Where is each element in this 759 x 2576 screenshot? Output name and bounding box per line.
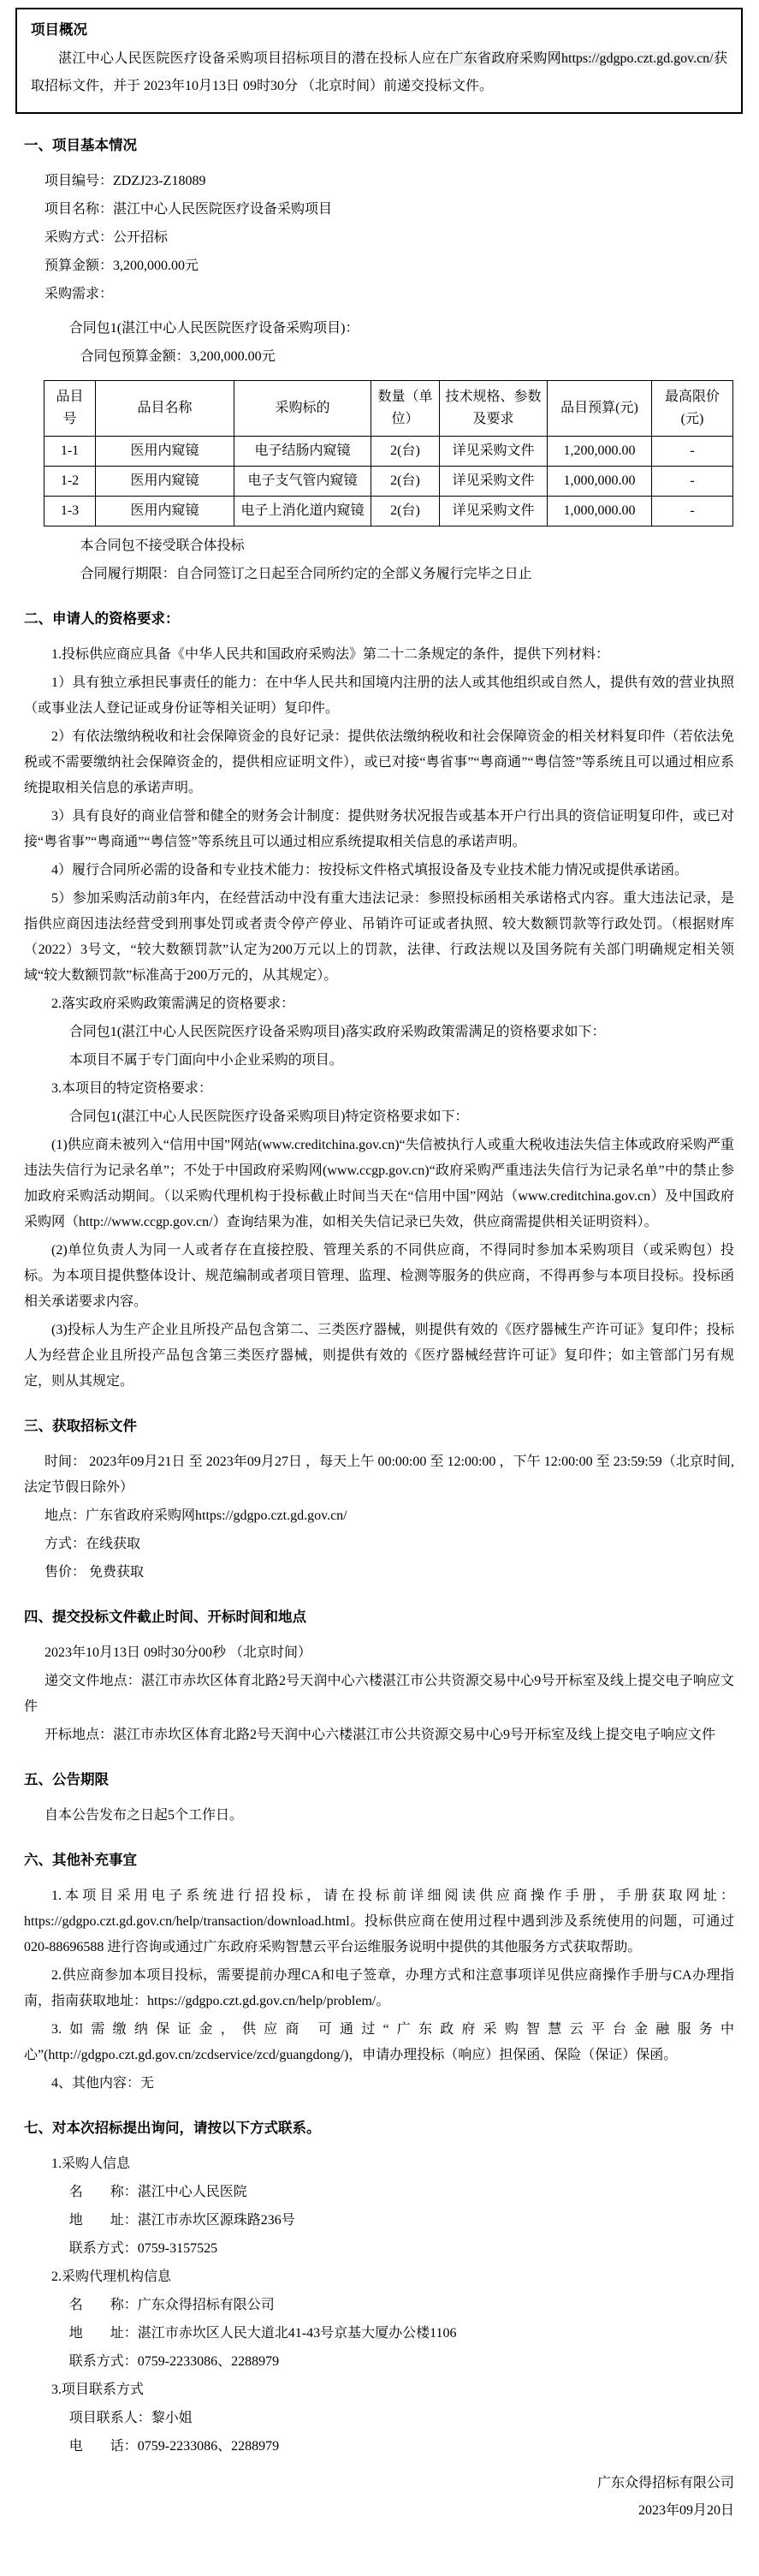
paragraph: 2）有依法缴纳税收和社会保障资金的良好记录：提供依法缴纳税收和社会保障资金的相关材料复印件（若依法免税或不需要缴纳社会保障资金的，提供相应证明文件），或已对接“粤省事”“粤商通”“粤信签”等系统且可以通过相应系统提取相关信息的承诺声明。 <box>24 729 734 795</box>
section-6-heading: 六、其他补充事宜 <box>24 1852 137 1868</box>
overview-title: 项目概况 <box>31 21 87 38</box>
items-table <box>44 380 733 527</box>
contract-package-budget: 合同包预算金额：3,200,000.00元 <box>80 349 276 364</box>
paragraph: 合同包1(湛江中心人民医院医疗设备采购项目)落实政府采购政策需满足的资格要求如下： <box>68 1025 606 1039</box>
tender-doc-method: 方式：在线获取 <box>44 1537 141 1551</box>
table-header-row <box>44 381 733 437</box>
field-value: 公开招标 <box>113 230 169 245</box>
paragraph: 3.如需缴纳保证金，供应商 可通过“广东政府采购智慧云平台金融服务中心”(http://gdgpo.czt.gd.gov.cn/zcdservice/zcd/guangdong/)，申请办理投标（响应）担保函、保险（保证）保函。 <box>24 2022 734 2062</box>
purchaser-info-title: 1.采购人信息 <box>51 2157 131 2171</box>
announcement-period: 自本公告发布之日起5个工作日。 <box>44 1808 244 1823</box>
paragraph: 本项目不属于专门面向中小企业采购的项目。 <box>68 1053 343 1068</box>
table-cell: 1-3 <box>44 497 96 527</box>
section-4-heading: 四、提交投标文件截止时间、开标时间和地点 <box>24 1609 306 1625</box>
section-5-heading: 五、公告期限 <box>24 1771 109 1788</box>
paragraph: 3）具有良好的商业信誉和健全的财务会计制度：提供财务状况报告或基本开户行出具的资信证明复印件，或已对接“粤省事”“粤商通”“粤信签”等系统且可以通过相应系统提取相关信息的承诺声明。 <box>24 809 734 849</box>
paragraph: 4、其他内容：无 <box>51 2076 155 2091</box>
project-contact-title: 3.项目联系方式 <box>51 2383 145 2397</box>
table-header-cell: 品目号 <box>44 381 96 437</box>
paragraph: 3.本项目的特定资格要求： <box>51 1081 213 1096</box>
field-label: 采购方式： <box>44 230 114 245</box>
table-cell: 2(台) <box>371 437 440 467</box>
table-cell-budget: 1,200,000.00 <box>548 437 652 467</box>
paragraph: 合同包1(湛江中心人民医院医疗设备采购项目)特定资格要求如下： <box>68 1110 469 1124</box>
table-cell: 电子结肠内窥镜 <box>234 437 371 467</box>
field-label: 项目编号： <box>44 174 114 188</box>
field-procurement-demand <box>24 282 734 307</box>
field-procurement-method <box>24 225 734 251</box>
section-7-heading: 七、对本次招标提出询问，请按以下方式联系。 <box>24 2120 321 2136</box>
table-header-cell: 技术规格、参数及要求 <box>440 381 548 437</box>
table-cell: 电子上消化道内窥镜 <box>234 497 371 527</box>
table-cell-price-limit: - <box>652 497 733 527</box>
table-cell: 详见采购文件 <box>440 437 548 467</box>
project-contact-phone: 电 话：0759-2233086、2288979 <box>68 2439 280 2454</box>
table-header-cell: 品目预算(元) <box>548 381 652 437</box>
field-project-number <box>24 169 734 194</box>
paragraph: 2.落实政府采购政策需满足的资格要求： <box>51 996 295 1011</box>
procurement-site-link: 广东省政府采购网https://gdgpo.czt.gd.gov.cn/ <box>449 51 714 66</box>
signature-date: 2023年09月20日 <box>637 2503 734 2518</box>
purchaser-name: 名 称：湛江中心人民医院 <box>68 2185 247 2199</box>
paragraph: (2)单位负责人为同一人或者存在直接控股、管理关系的不同供应商，不得同时参加本采购项目（或采购包）投标。为本项目提供整体设计、规范编制或者项目管理、监理、检测等服务的供应商，不得再参与本项目投标。投标函相关承诺要求内容。 <box>24 1243 734 1309</box>
overview-text-before: 湛江中心人民医院医疗设备采购项目招标项目的潜在投标人应在 <box>58 51 450 66</box>
table-header-cell: 数量（单位） <box>371 381 440 437</box>
agency-name: 名 称：广东众得招标有限公司 <box>68 2298 275 2312</box>
field-project-name <box>24 197 734 223</box>
table-cell: 1-1 <box>44 437 96 467</box>
paragraph: 4）履行合同所必需的设备和专业技术能力：按投标文件格式填报设备及专业技术能力情况或提供承诺函。 <box>51 863 689 878</box>
paragraph: 1）具有独立承担民事责任的能力：在中华人民共和国境内注册的法人或其他组织或自然人，提供有效的营业执照（或事业法人登记证或身份证等相关证明）复印件。 <box>24 675 734 716</box>
table-row <box>44 497 733 527</box>
table-cell: 电子支气管内窥镜 <box>234 467 371 497</box>
table-header-cell: 最高限价(元) <box>652 381 733 437</box>
section-2-heading: 二、申请人的资格要求： <box>24 610 180 627</box>
tender-doc-price: 售价： 免费获取 <box>44 1565 145 1580</box>
tender-doc-time: 时间： 2023年09月21日 至 2023年09月27日 ，每天上午 00:00:00 至 12:00:00 ，下午 12:00:00 至 23:59:59（北京时间,法定节假日除外） <box>24 1455 734 1495</box>
overview-text-after: 获取招标文件，并于 2023年10月13日 09时30分 （北京时间）前递交投标文件。 <box>31 51 727 93</box>
table-cell-price-limit: - <box>652 467 733 497</box>
overview-box <box>15 8 743 114</box>
table-cell: 详见采购文件 <box>440 467 548 497</box>
overview-paragraph <box>31 45 727 100</box>
field-value: 湛江中心人民医院医疗设备采购项目 <box>113 202 333 217</box>
field-budget-amount <box>24 253 734 279</box>
paragraph: (3)投标人为生产企业且所投产品包含第二、三类医疗器械，则提供有效的《医疗器械生产许可证》复印件；投标人为经营企业且所投产品包含第三类医疗器械，则提供有效的《医疗器械经营许可证》复印件；如主管部门另有规定，则从其规定。 <box>24 1323 734 1389</box>
table-cell: 2(台) <box>371 497 440 527</box>
note-no-consortium: 本合同包不接受联合体投标 <box>80 538 245 553</box>
signature-company: 广东众得招标有限公司 <box>596 2476 734 2490</box>
field-label: 项目名称： <box>44 202 114 217</box>
deadline-datetime: 2023年10月13日 09时30分00秒 （北京时间） <box>44 1645 312 1660</box>
table-cell-budget: 1,000,000.00 <box>548 467 652 497</box>
purchaser-contact: 联系方式：0759-3157525 <box>68 2241 218 2256</box>
paragraph: 1.投标供应商应具备《中华人民共和国政府采购法》第二十二条规定的条件，提供下列材料： <box>51 647 610 662</box>
purchaser-address: 地 址：湛江市赤坎区源珠路236号 <box>68 2213 295 2228</box>
table-cell-budget: 1,000,000.00 <box>548 497 652 527</box>
submission-place: 递交文件地点：湛江市赤坎区体育北路2号天润中心六楼湛江市公共资源交易中心9号开标室及线上提交电子响应文件 <box>24 1674 734 1714</box>
field-label: 预算金额： <box>44 259 114 273</box>
bid-opening-place: 开标地点：湛江市赤坎区体育北路2号天润中心六楼湛江市公共资源交易中心9号开标室及线上提交电子响应文件 <box>44 1728 716 1742</box>
table-cell: 医用内窥镜 <box>96 467 234 497</box>
paragraph: 1.本项目采用电子系统进行招投标，请在投标前详细阅读供应商操作手册，手册获取网址：https://gdgpo.czt.gd.gov.cn/help/transaction/download.html。投标供应商在使用过程中遇到涉及系统使用的问题，可通过020-88696588 进行咨询或通过广东政府采购智慧云平台运维服务说明中提供的其他服务方式获取帮助。 <box>24 1889 734 1954</box>
agency-info-title: 2.采购代理机构信息 <box>51 2270 172 2284</box>
field-value: ZDZJ23-Z18089 <box>113 174 206 188</box>
agency-contact: 联系方式：0759-2233086、2288979 <box>68 2354 280 2369</box>
project-contact-person: 项目联系人：黎小姐 <box>68 2411 193 2425</box>
table-cell: 详见采购文件 <box>440 497 548 527</box>
note-contract-period: 合同履行期限：自合同签订之日起至合同所约定的全部义务履行完毕之日止 <box>80 567 532 581</box>
items-table-header <box>44 381 733 437</box>
table-cell: 1-2 <box>44 467 96 497</box>
table-cell: 医用内窥镜 <box>96 497 234 527</box>
tender-doc-place: 地点：广东省政府采购网https://gdgpo.czt.gd.gov.cn/ <box>44 1508 347 1523</box>
table-row <box>44 437 733 467</box>
table-header-cell: 品目名称 <box>96 381 234 437</box>
field-label: 采购需求： <box>44 287 114 301</box>
table-cell-price-limit: - <box>652 437 733 467</box>
paragraph: 5）参加采购活动前3年内，在经营活动中没有重大违法记录：参照投标函相关承诺格式内容。重大违法记录，是指供应商因违法经营受到刑事处罚或者责令停产停业、吊销许可证或者执照、较大数额罚款等行政处罚。（根据财库（2022）3号文，“较大数额罚款”认定为200万元以上的罚款，法律、行政法规以及国务院有关部门明确规定相关领域“较大数额罚款”标准高于200万元的，从其规定）。 <box>24 891 734 983</box>
table-header-cell: 采购标的 <box>234 381 371 437</box>
signature-block <box>24 2470 734 2525</box>
contract-package-line: 合同包1(湛江中心人民医院医疗设备采购项目)： <box>68 321 359 336</box>
table-row <box>44 467 733 497</box>
agency-address: 地 址：湛江市赤坎区人民大道北41-43号京基大厦办公楼1106 <box>68 2326 457 2341</box>
section-1-heading: 一、项目基本情况 <box>24 137 137 153</box>
table-cell: 医用内窥镜 <box>96 437 234 467</box>
table-cell: 2(台) <box>371 467 440 497</box>
paragraph: (1)供应商未被列入“信用中国”网站(www.creditchina.gov.cn)“失信被执行人或重大税收违法失信主体或政府采购严重违法失信行为记录名单”；不处于中国政府采购网(www.ccgp.gov.cn)“政府采购严重违法失信行为记录名单”中的禁止参加政府采购活动期间。（以采购代理机构于投标截止时间当天在“信用中国”网站（www.creditchina.gov.cn）及中国政府采购网（http://www.ccgp.gov.cn/）查询结果为准，如相关失信记录已失效，供应商需提供相关证明资料）。 <box>24 1138 734 1229</box>
section-3-heading: 三、获取招标文件 <box>24 1418 137 1434</box>
paragraph: 2.供应商参加本项目投标，需要提前办理CA和电子签章，办理方式和注意事项详见供应商操作手册与CA办理指南，指南获取地址：https://gdgpo.czt.gd.gov.cn/help/problem/。 <box>24 1968 734 2008</box>
field-value: 3,200,000.00元 <box>113 259 199 273</box>
